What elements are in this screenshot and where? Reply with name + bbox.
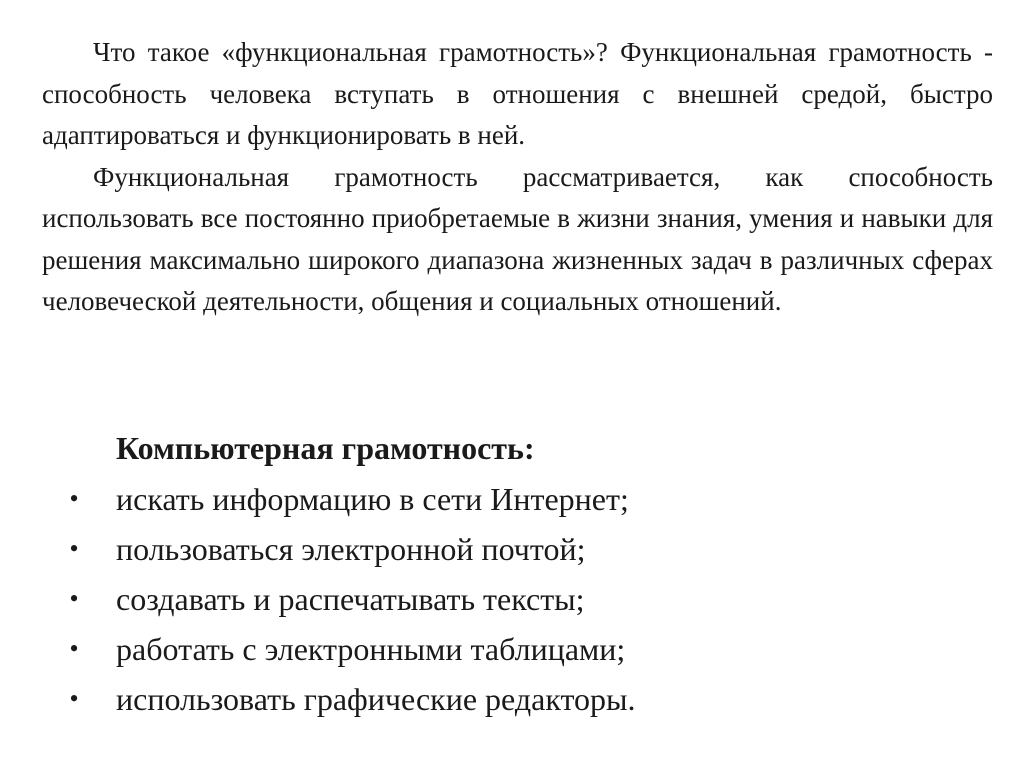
paragraph-explanation: Функциональная грамотность рассматривается, как способность использовать все постоянно приобретаемые в жизни знания, умения и навыки для решения максимально широкого диапазона жизненных задач в различных сферах человеческой деятельности, общения и социальных отношений. — [42, 161, 993, 316]
bullet-icon: • — [69, 584, 79, 613]
bullet-icon: • — [69, 634, 79, 663]
list-item — [0, 524, 1024, 574]
list-item — [0, 474, 1024, 524]
bullet-icon: • — [69, 534, 79, 563]
bullet-icon: • — [69, 684, 79, 713]
list-item-text: использовать графические редакторы. — [116, 681, 636, 717]
list-item — [0, 624, 1024, 674]
paragraph-definition: Что такое «функциональная грамотность»? Функциональная грамотность - способность человека вступать в отношения с внешней средой, быстро адаптироваться и функционировать в ней. — [42, 37, 993, 150]
list-item-text: работать с электронными таблицами; — [116, 631, 626, 667]
definition-text — [42, 32, 993, 323]
list-item-text: создавать и распечатывать тексты; — [116, 581, 585, 617]
bullet-icon: • — [69, 484, 79, 513]
list-item-text: искать информацию в сети Интернет; — [116, 481, 629, 517]
section-heading: Компьютерная грамотность: — [116, 430, 535, 466]
skills-list — [0, 474, 1024, 724]
list-item — [0, 674, 1024, 724]
list-item-text: пользоваться электронной почтой; — [116, 531, 586, 567]
list-item — [0, 574, 1024, 624]
